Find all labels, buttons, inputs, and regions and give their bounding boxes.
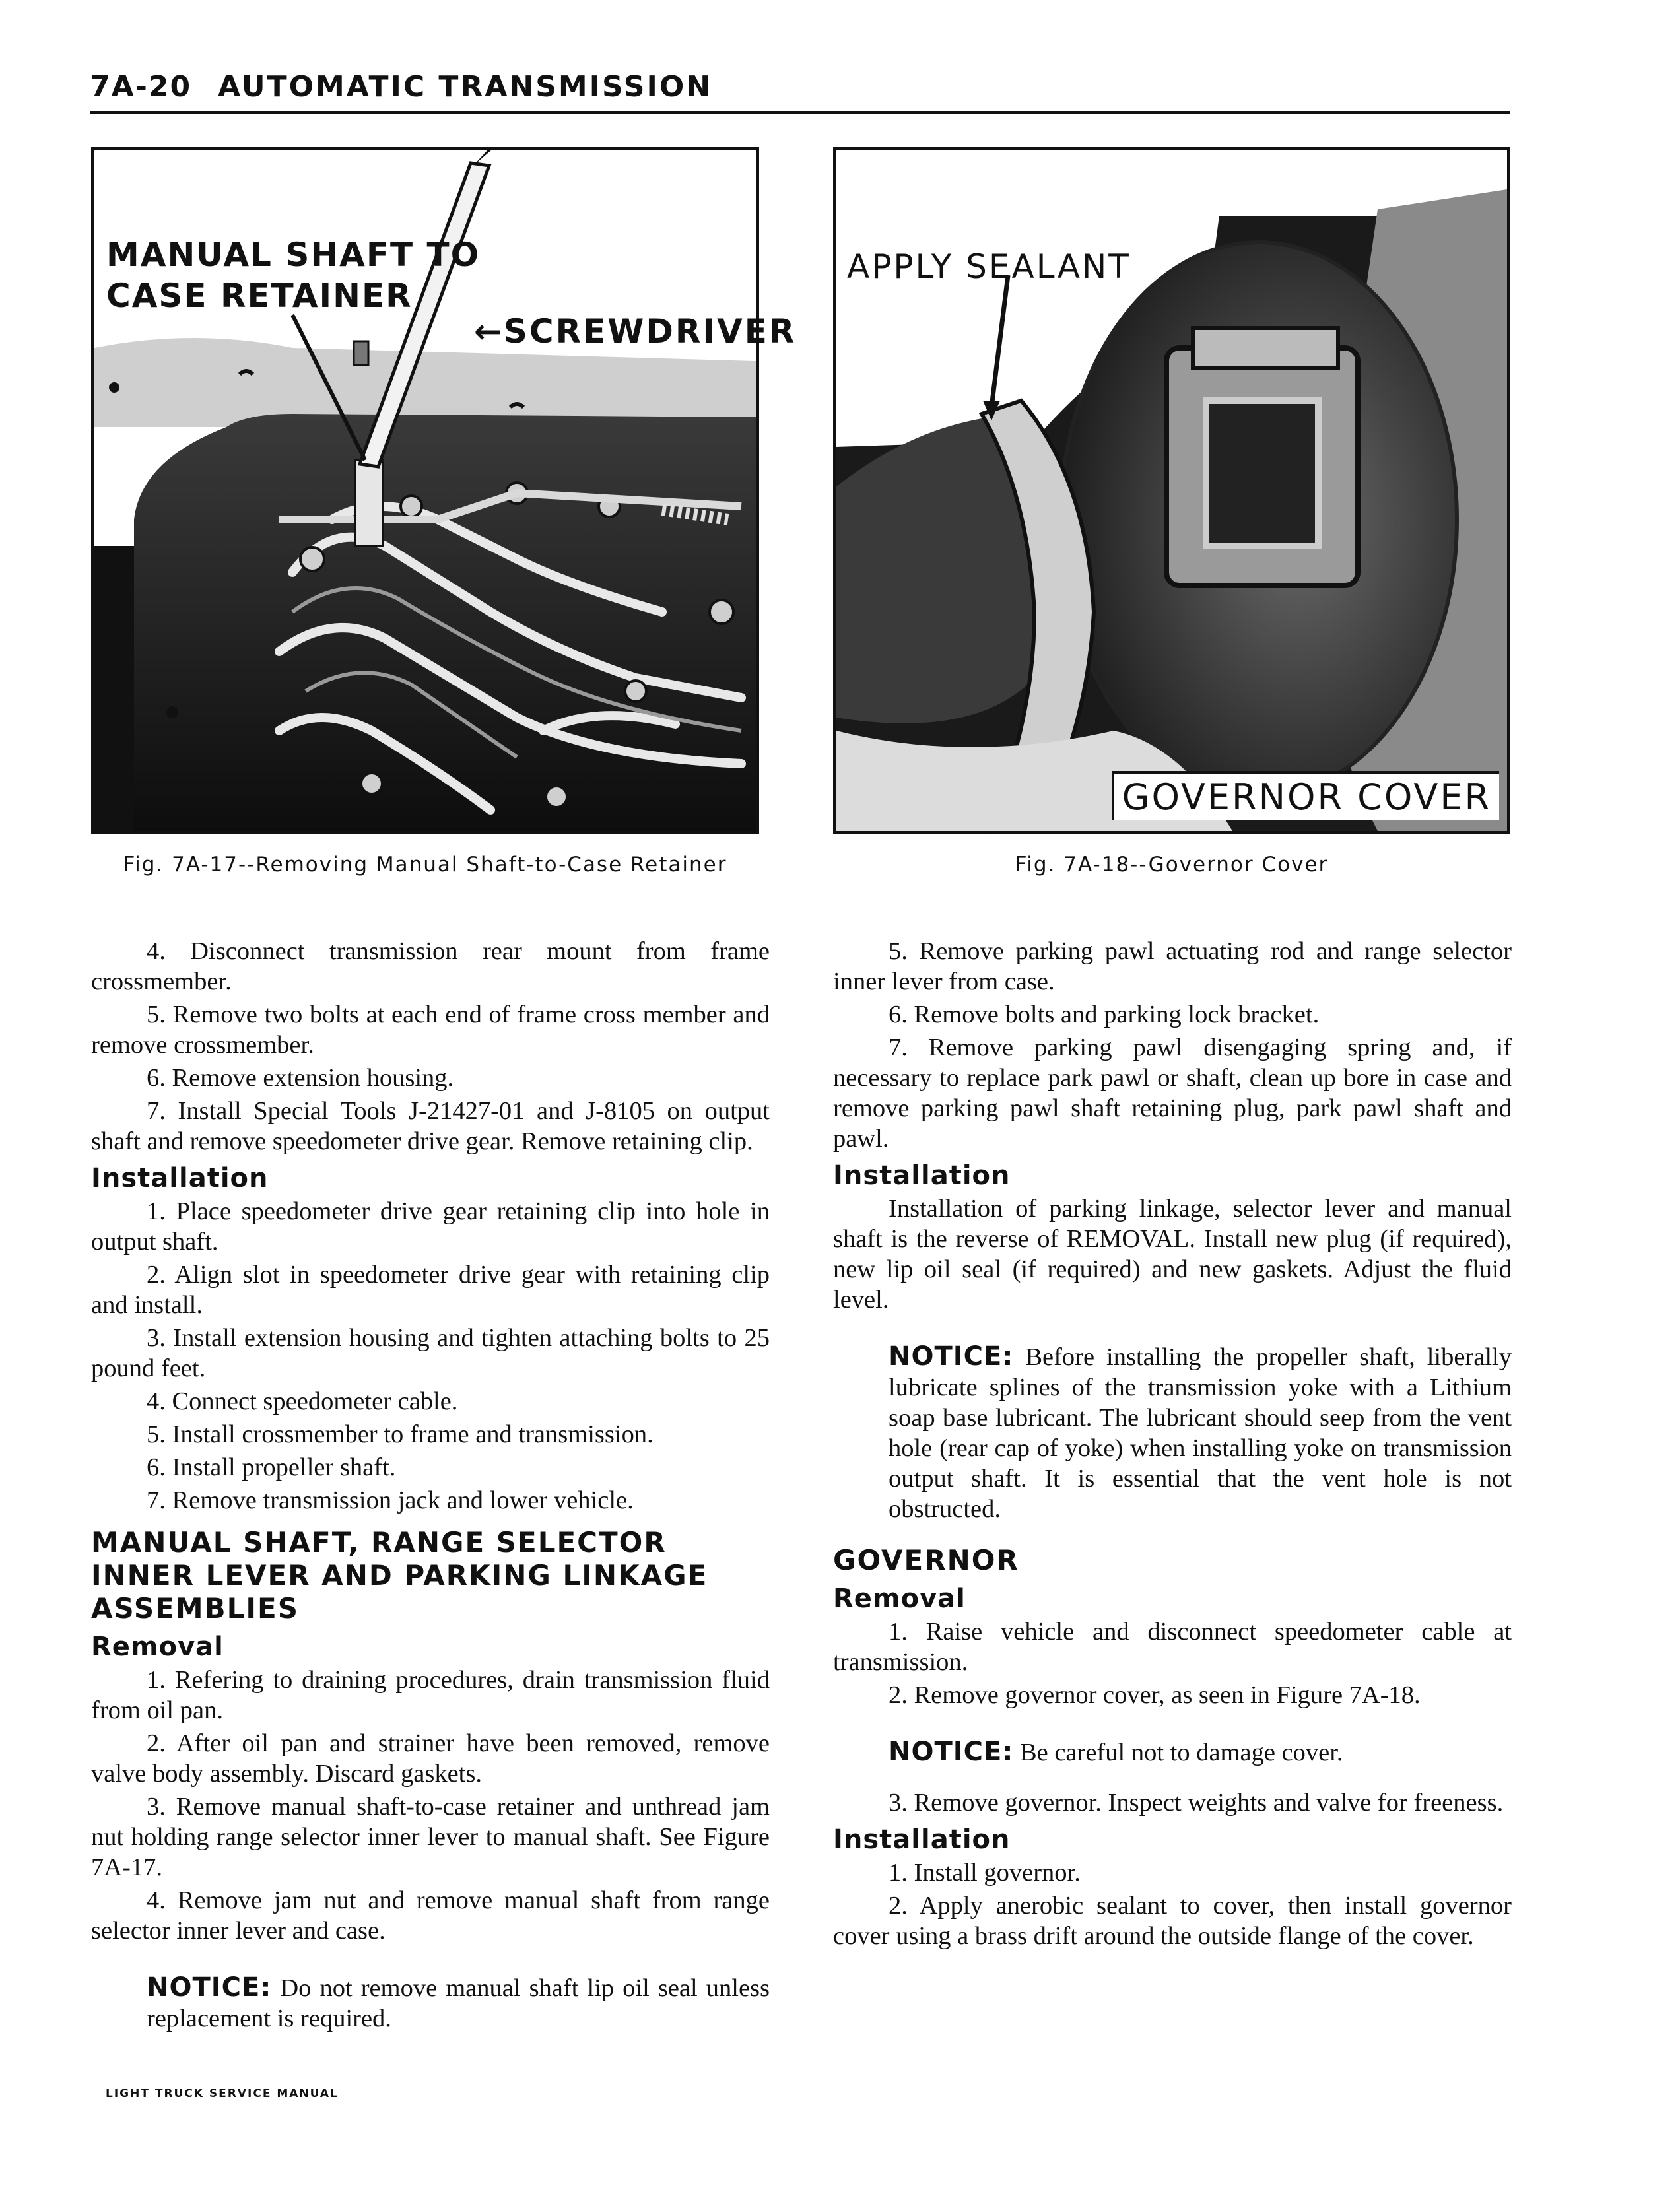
step-paragraph: 3. Install extension housing and tighten attaching bolts to 25 pound feet. — [91, 1324, 770, 1382]
installation-paragraph: Installation of parking linkage, selector lever and manual shaft is the reverse of REMOVAL. Install new plug (if required), new lip oil seal (if required) and new gaskets. Adjust the fluid level. — [833, 1195, 1512, 1314]
step-paragraph: 5. Remove parking pawl actuating rod and range selector inner lever from case. — [833, 937, 1512, 995]
step-paragraph: 5. Install crossmember to frame and transmission. — [147, 1421, 654, 1448]
step-paragraph: 6. Remove bolts and parking lock bracket. — [889, 1001, 1320, 1028]
page-footer: LIGHT TRUCK SERVICE MANUAL — [106, 2087, 339, 2100]
subheading-removal: Removal — [91, 1632, 224, 1662]
figure-caption-7a-17: Fig. 7A-17--Removing Manual Shaft-to-Case Retainer — [123, 853, 727, 877]
label-governor-cover: GOVERNOR COVER — [1112, 771, 1499, 820]
figure-manual-shaft-retainer — [91, 147, 797, 834]
subheading-installation: Installation — [833, 1824, 1011, 1855]
step-paragraph: 1. Refering to draining procedures, drain transmission fluid from oil pan. — [91, 1666, 770, 1724]
notice-text: Do not remove manual shaft lip oil seal unless replacement is required. — [147, 1974, 770, 2032]
step-paragraph: 2. Apply anerobic sealant to cover, then install governor cover using a brass drift around the outside flange of the cover. — [833, 1892, 1512, 1950]
step-paragraph: 4. Connect speedometer cable. — [147, 1387, 458, 1415]
figure-governor-cover — [833, 147, 1510, 834]
step-paragraph: 3. Remove governor. Inspect weights and valve for freeness. — [889, 1789, 1504, 1817]
notice-text: Be careful not to damage cover. — [1019, 1739, 1343, 1766]
step-paragraph: 4. Disconnect transmission rear mount from frame crossmember. — [91, 937, 770, 995]
step-paragraph: 1. Raise vehicle and disconnect speedometer cable at transmission. — [833, 1618, 1512, 1676]
notice-block — [833, 1341, 1512, 1524]
notice-block — [833, 1737, 1512, 1768]
step-paragraph: 4. Remove jam nut and remove manual shaft from range selector inner lever and case. — [91, 1887, 770, 1945]
label-screwdriver: ←SCREWDRIVER — [474, 312, 797, 351]
notice-block — [91, 1972, 770, 2034]
step-paragraph: 3. Remove manual shaft-to-case retainer and unthread jam nut holding range selector inner lever to manual shaft. See Figure 7A-17. — [91, 1793, 770, 1881]
notice-label: NOTICE: — [889, 1737, 1014, 1767]
step-paragraph: 2. Align slot in speedometer drive gear with retaining clip and install. — [91, 1261, 770, 1319]
page-number: 7A-20 — [90, 70, 192, 104]
subheading-removal: Removal — [833, 1584, 966, 1614]
notice-text: Before installing the propeller shaft, liberally lubricate splines of the transmission yoke with a Lithium soap base lubricant. The lubricant should seep from the vent hole (rear cap of yoke) when installing yoke on transmission output shaft. It is essential that the vent hole is not obstructed. — [889, 1343, 1512, 1523]
running-header — [90, 70, 1510, 104]
label-case-retainer: CASE RETAINER — [106, 277, 413, 315]
subheading-installation: Installation — [833, 1160, 1011, 1191]
step-paragraph: 6. Remove extension housing. — [147, 1064, 454, 1092]
notice-label: NOTICE: — [889, 1341, 1014, 1372]
step-paragraph: 1. Install governor. — [889, 1859, 1081, 1887]
section-heading-manual-shaft: MANUAL SHAFT, RANGE SELECTOR INNER LEVER AND PARKING LINKAGE ASSEMBLIES — [91, 1526, 708, 1624]
step-paragraph: 7. Remove parking pawl disengaging spring and, if necessary to replace park pawl or shaft, clean up bore in case and remove parking pawl shaft retaining plug, park pawl shaft and pawl. — [833, 1034, 1512, 1153]
header-rule — [90, 111, 1510, 114]
section-heading-governor: GOVERNOR — [833, 1544, 1019, 1576]
step-paragraph: 7. Install Special Tools J-21427-01 and J-8105 on output shaft and remove speedometer drive gear. Remove retaining clip. — [91, 1097, 770, 1155]
notice-label: NOTICE: — [147, 1972, 272, 2003]
step-paragraph: 7. Remove transmission jack and lower vehicle. — [147, 1487, 634, 1514]
step-paragraph: 2. After oil pan and strainer have been removed, remove valve body assembly. Discard gaskets. — [91, 1729, 770, 1788]
label-apply-sealant: APPLY SEALANT — [847, 248, 1131, 286]
step-paragraph: 6. Install propeller shaft. — [147, 1454, 396, 1481]
left-text-column — [91, 936, 770, 2054]
section-title: AUTOMATIC TRANSMISSION — [218, 70, 713, 104]
step-paragraph: 5. Remove two bolts at each end of frame cross member and remove crossmember. — [91, 1001, 770, 1059]
step-paragraph: 1. Place speedometer drive gear retaining clip into hole in output shaft. — [91, 1197, 770, 1255]
subheading-installation: Installation — [91, 1163, 269, 1193]
right-text-column — [833, 936, 1512, 1951]
step-paragraph: 2. Remove governor cover, as seen in Figure 7A-18. — [889, 1681, 1421, 1709]
label-manual-shaft: MANUAL SHAFT TO — [106, 236, 481, 274]
figure-caption-7a-18: Fig. 7A-18--Governor Cover — [1015, 853, 1329, 877]
